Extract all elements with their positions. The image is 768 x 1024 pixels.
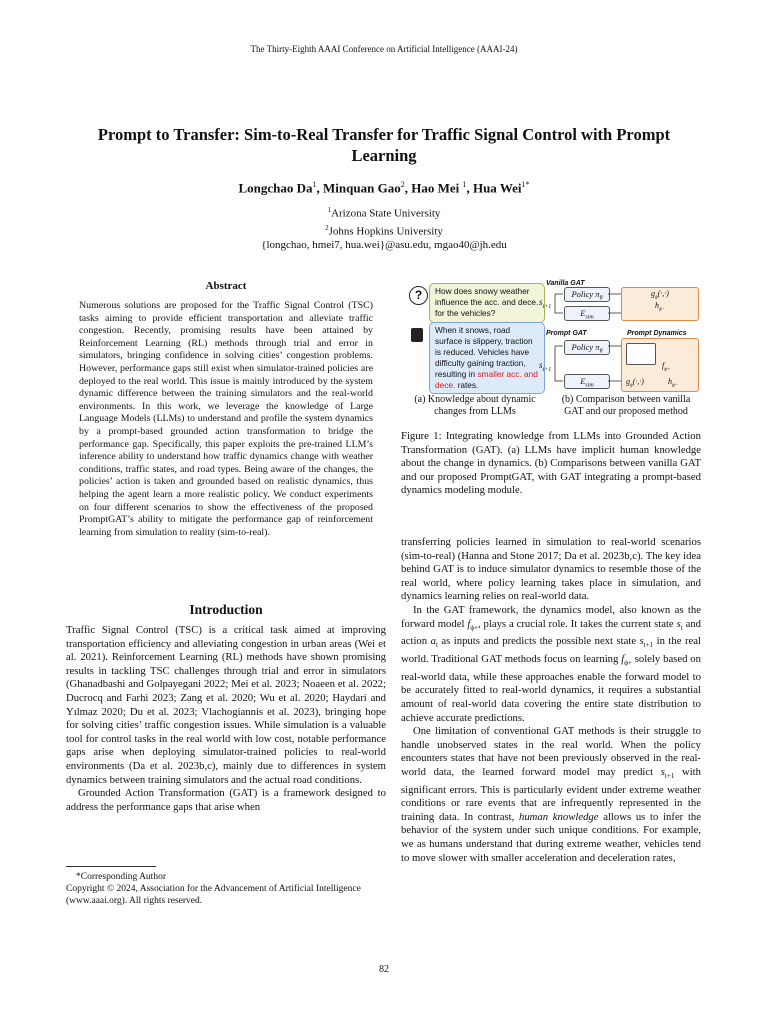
math-sub: ϕ+ [624,659,632,668]
abstract-heading: Abstract [205,280,247,292]
state-symbol: s [539,360,543,370]
question-icon: ? [409,286,428,305]
math-sub: t [680,623,683,632]
author-affil-sup: 1 [462,180,467,189]
math-f: f [621,653,625,666]
f-sub: ϕ+ [664,367,671,373]
state-subscript: t+1 [542,366,552,373]
sub-b-line-1: (b) Comparison between vanilla [561,394,691,405]
sub-b-line-2: GAT and our proposed method [564,406,688,417]
math-sub: t+1 [643,641,654,650]
g-function [626,377,644,389]
state-label [539,360,551,373]
llm-question-bubble: How does snowy weather influence the acc. and dece. for the vehicles? [429,283,545,323]
math-a: a [430,635,436,648]
math-sub: t [435,641,438,650]
affiliation-1 [0,203,768,221]
g-symbol: g [626,377,630,386]
intro-paragraph-2: Grounded Action Transformation (GAT) is a framework designed to address the performance gaps that arise when [66,787,386,813]
author-name: Hua Wei [472,180,522,196]
page-number: 82 [379,964,389,975]
h-sub: ϕ− [659,307,665,313]
state-symbol: s [539,297,543,307]
answer-text: When it snows, road surface is slippery, traction is reduced. Vehicles have difficulty gaining traction, resulting in [435,325,533,379]
h-function [668,377,678,389]
text-run: in the real world. Traditional GAT methods focus on learning [401,635,701,666]
text-run: allows us to infer the behavior of the system under such unique conditions. For example, we as humans understand that during extreme weather, vehicles tend to move slower with smaller acceleration and deceleration rates, [401,810,702,864]
answer-highlight: and dece. [435,369,538,390]
math-s: s [660,765,665,778]
robot-icon [411,328,423,342]
footnote [66,871,386,907]
text-run: as inputs and predicts the possible next state [437,635,640,648]
copyright-note: Copyright © 2024, Association for the Advancement of Artificial Intelligence (www.aaai.org). All rights reserved. [66,884,361,906]
h-function [622,301,698,313]
figure-1 [401,282,701,422]
affiliation-2 [0,221,768,239]
text-run: solely based on real-world data, while these approaches enable the forward model to be accurately fitted to real-world dynamics, it requires a substantial amount of real-world data covering the entire state distribution to achieve accurate predictions. [401,653,701,724]
right-paragraph-1: transferring policies learned in simulation to real-world scenarios (sim-to-real) (Hanna and Stone 2017; Da et al. 2023b,c). The key idea behind GAT is to induce simulator dynamics to resemble those of the real world, where policy learning takes place in simulation, and dynamics learning relies on real-world data. [401,536,701,603]
sub-a-line-2: changes from LLMs [434,406,516,417]
vanilla-gat-label: Vanilla GAT [546,280,585,287]
esim-sub: sim [585,314,594,321]
h-symbol: h [655,300,660,310]
state-subscript: t+1 [542,303,552,310]
title-line-1: Prompt to Transfer: Sim-to-Real Transfer for Traffic Signal Control with Prompt [97,125,671,144]
answer-highlight: smaller acc. [477,369,522,379]
emphasis-text: human knowledge [518,810,599,823]
conference-header: The Thirty-Eighth AAAI Conference on Artificial Intelligence (AAAI-24) [250,44,518,54]
right-column-body [401,536,701,865]
g-sub: ϕ [630,383,633,389]
affil-sup: 1 [327,206,332,214]
right-paragraph-3 [401,725,701,865]
author-name: Hao Mei [411,180,460,196]
car-scene-icon [626,343,656,365]
policy-text: Policy π [571,342,600,352]
policy-sub: θ [599,295,603,302]
math-sub: t+1 [664,772,675,781]
subfigure-b-caption [551,394,701,418]
g-symbol: g [651,289,656,298]
title-line-2: Learning [351,146,417,165]
text-run: with significant errors. This is particularly evident under extreme weather conditions or rare events that are infrequently represented in the training data. In contrast, [401,765,701,823]
affil-text: Johns Hopkins University [328,225,443,238]
text-run: and action [401,617,702,648]
paper-title [60,124,708,166]
affil-text: Arizona State University [331,207,441,220]
flow-arrows [551,290,623,390]
text-run: In the GAT framework, the dynamics model, also known as the forward model [401,603,701,630]
esim-sub: sim [585,382,594,389]
text-run: , plays a crucial role. It takes the current state [477,617,677,630]
llm-answer-bubble [429,322,545,394]
author-affil-sup: 2 [400,180,405,189]
author-name: Minquan Gao [323,180,401,196]
introduction-heading: Introduction [189,602,263,617]
subfigure-a-caption [401,394,549,418]
author-affil-sup: 1 [312,180,317,189]
h-sub: ϕ− [672,383,678,389]
answer-text: rates. [455,380,479,390]
math-f: f [467,617,471,630]
author-emails: {longchao, hmei7, hua.wei}@asu.edu, mgao40@jh.edu [261,239,507,252]
right-paragraph-2 [401,604,701,725]
footnote-divider [66,866,156,867]
sub-a-line-1: (a) Knowledge about dynamic [414,394,536,405]
intro-paragraph-1: Traffic Signal Control (TSC) is a critical task aimed at improving transportation efficiency and alleviating congestion in urban areas (Wei et al. 2021). Reinforcement Learning (RL) methods have shown promising results in tackling TSC challenges through trial and error in simulators (Ghanadbashi and Golpayegani 2022; Mei et al. 2023; Noaeen et al. 2022; Ducrocq and Farhi 2023; Zang et al. 2020; Wu et al. 2020; Haydari and Yılmaz 2020; Du et al. 2023; Vlachogiannis et al. 2023), bringing hope for solving cities’ traffic congestion issues. While simulation is a valuable tool for control tasks in the real world with low cost, notable performance gaps arise when deploying simulator-trained policies to real-world environments (Da et al. 2023b,c), mainly due to differences in system dynamics between training simulators and the actual road conditions. [66,624,386,786]
introduction-body [66,624,386,814]
math-sub: ϕ+ [470,623,478,632]
author-name: Longchao Da [238,180,313,196]
author-list: Longchao Da$^1$, Minquan Gao$^2$, Hao Mei $^1$, Hua Wei$^{1*}$ [238,180,530,196]
state-label [539,297,551,310]
g-args: (·,·) [657,289,669,298]
h-symbol: h [668,377,672,386]
prompt-gat-label: Prompt GAT [546,330,587,337]
affiliations [0,203,768,252]
g-function [622,289,698,301]
g-sub: ϕ [655,295,658,301]
esim-text: E [580,308,586,318]
policy-sub: θ [599,348,603,355]
affil-sup: 2 [325,223,329,232]
g-args: (·,·) [632,377,644,386]
prompt-dynamics-label: Prompt Dynamics [627,330,687,337]
text-run: One limitation of conventional GAT methods is their struggle to handle unobserved states in the real world. When the policy encounters states that have not been previously observed in the real-world data, the learned forward model may predict [401,725,701,778]
figure-caption: Figure 1: Integrating knowledge from LLMs into Grounded Action Transformation (GAT). (a) LLMs have implicit human knowledge about the change in dynamics. (b) Comparisons between vanilla GAT and our proposed PromptGAT, with GAT integrating a prompt-based dynamics modeling module. [401,430,701,497]
esim-text: E [580,376,586,386]
policy-text: Policy π [571,289,600,299]
f-function [662,361,670,373]
f-symbol: f [662,361,665,370]
author-affil-sup: 1* [521,180,530,189]
forward-model-box-vanilla [621,287,699,321]
math-s: s [676,617,681,630]
math-s: s [639,635,644,648]
corresponding-note: *Corresponding Author [76,872,166,882]
prompt-forward-model-box [621,338,699,392]
abstract-text: Numerous solutions are proposed for the Traffic Signal Control (TSC) tasks aiming to provide efficient transportation and alleviate traffic congestion. Recently, promising results have been attained by Reinforcement Learning (RL) methods through trial and error in simulators, bringing confidence in solving cities’ congestion problems. However, performance gaps still exist when simulator-trained policies are deployed to the real world. This issue is mainly introduced by the system dynamic difference between the training simulators and the real-world environments. In this work, we leverage the knowledge of Large Language Models (LLMs) to understand and profile the system dynamics by a prompt-based grounded action transformation to bridge the performance gap. Specifically, this paper exploits the pre-trained LLM’s inference ability to understand how traffic dynamics change with weather conditions, traffic states, and road types. Being aware of the changes, the policies’ action is taken and grounded based on realistic dynamics, thus helping the agent learn a more realistic policy. We conduct experiments on four different scenarios to show the effectiveness of the proposed PromptGAT’s ability to mitigate the performance gap of reinforcement learning from simulation to reality (sim-to-real). [79,300,373,538]
